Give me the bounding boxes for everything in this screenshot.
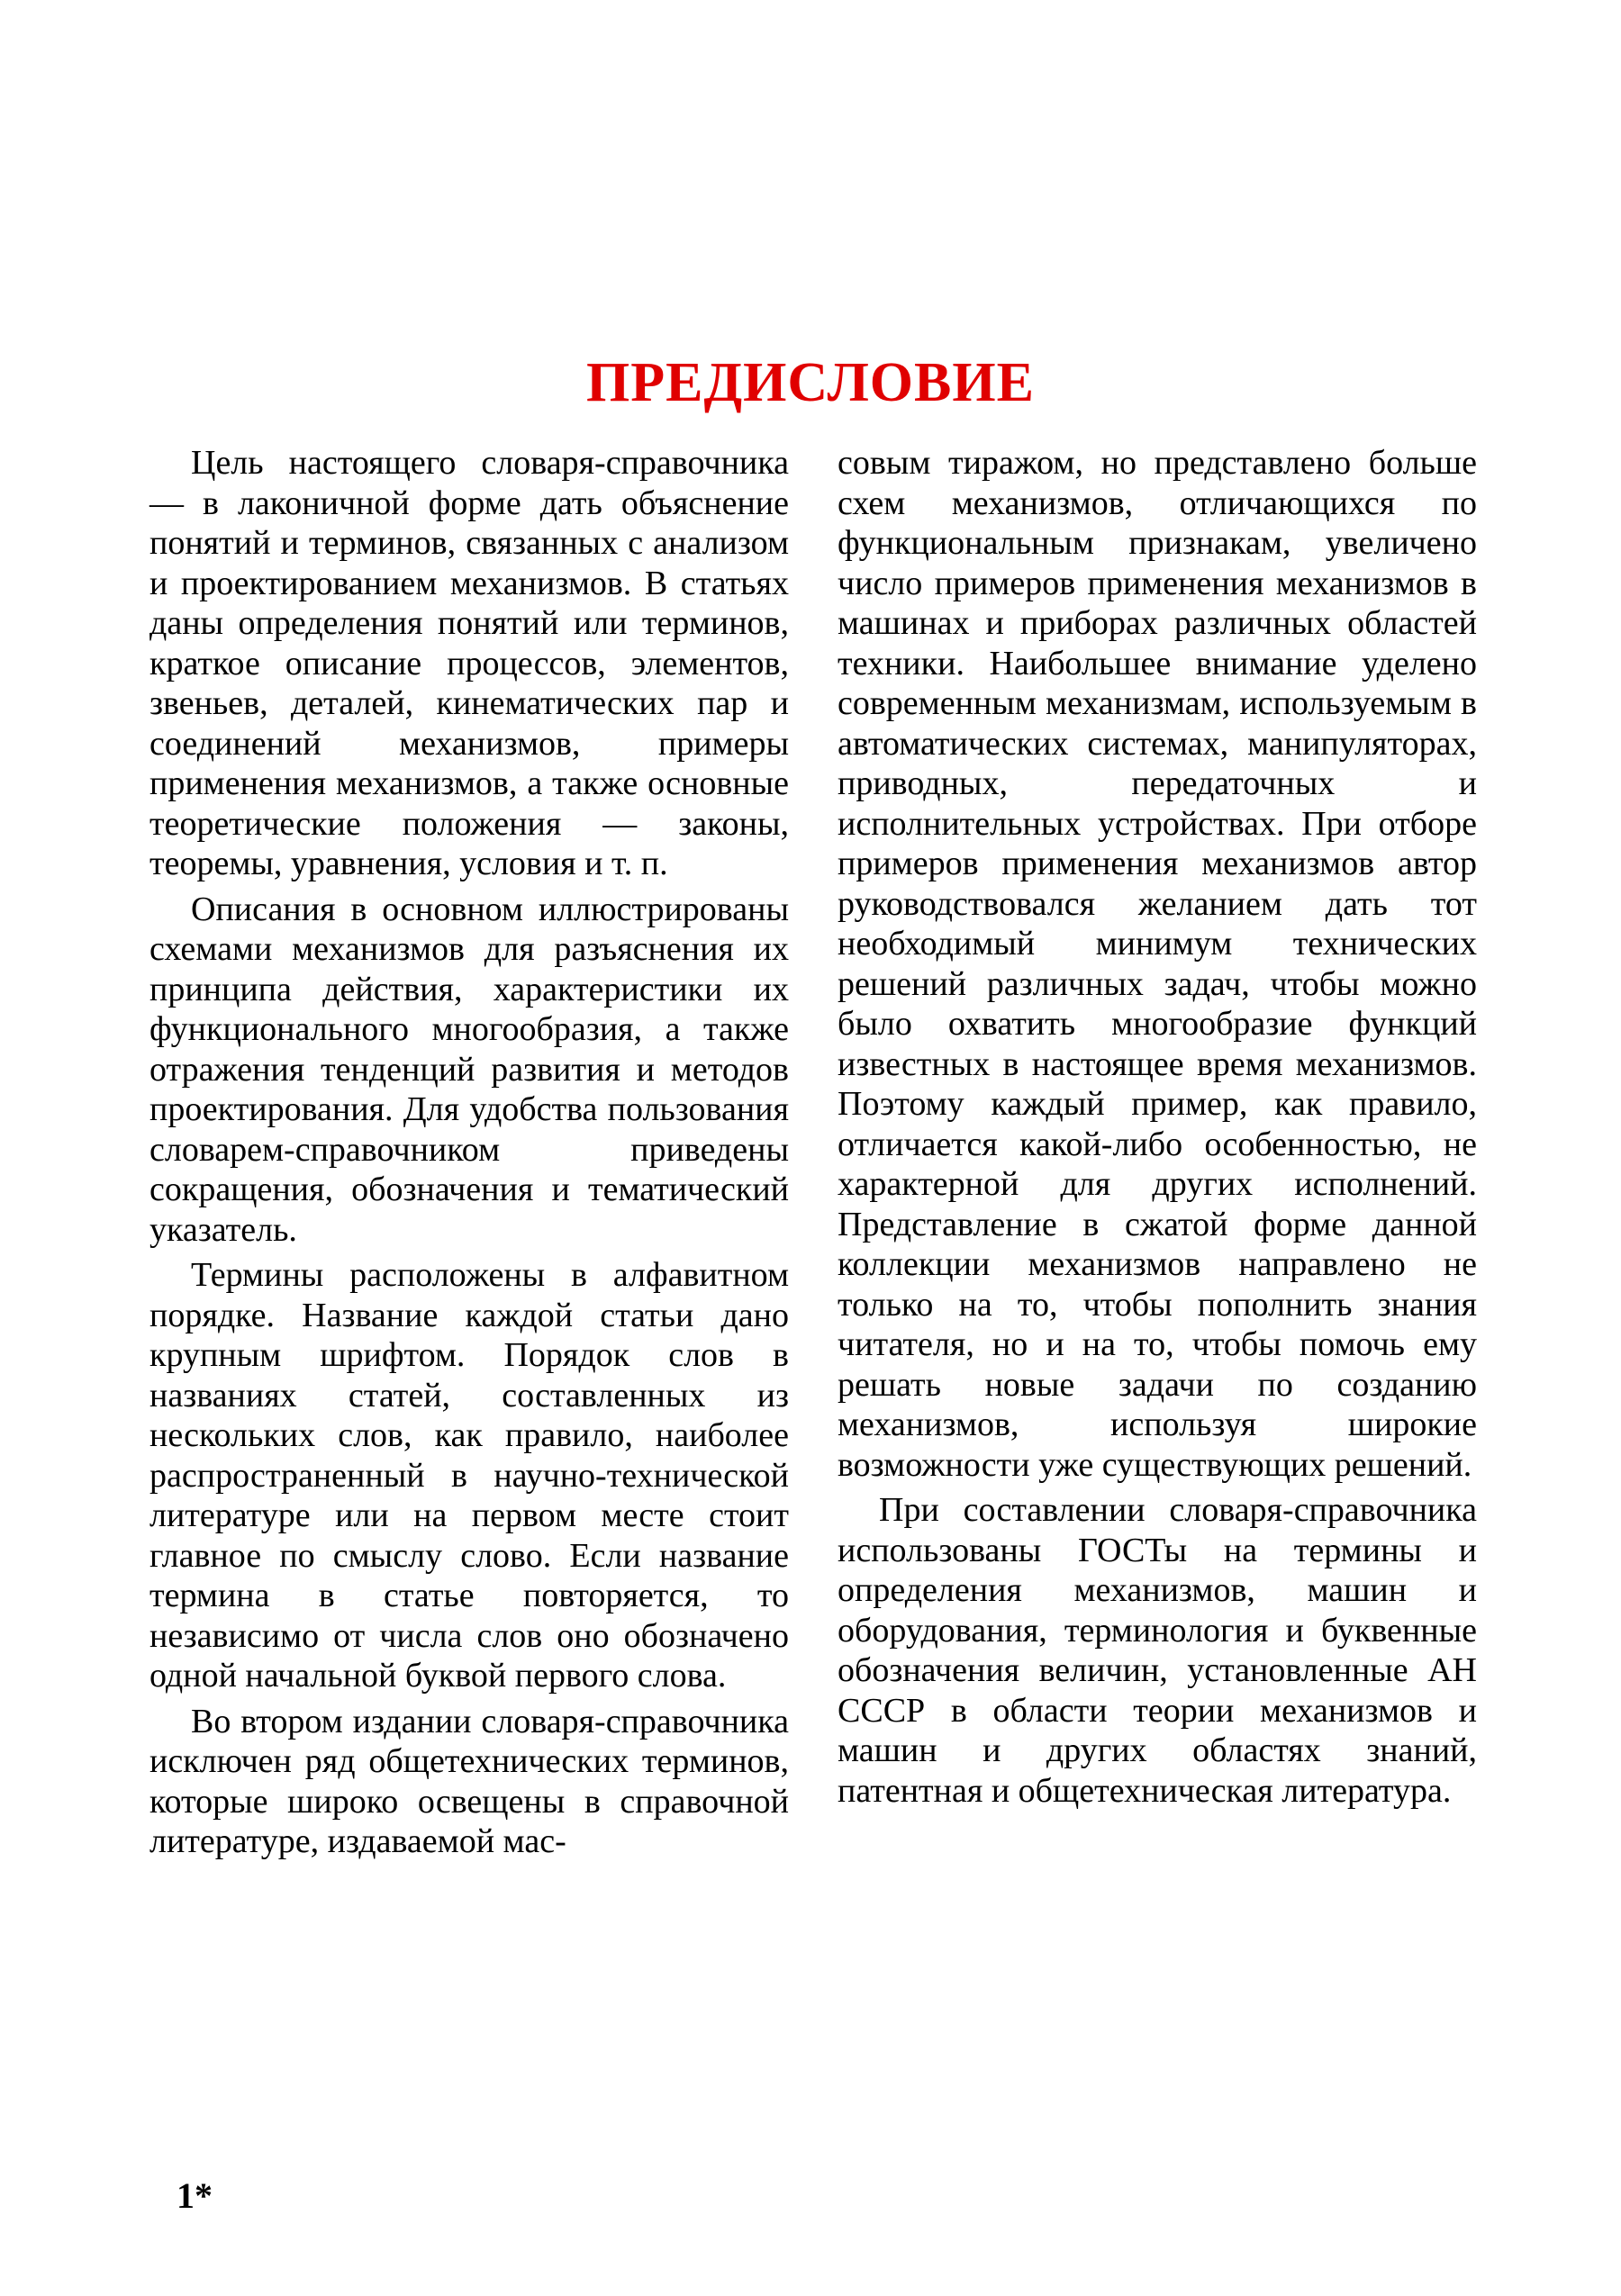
paragraph: Описания в основном иллюстрированы схемами механизмов для разъяснения их принципа действия, характеристики их функционального многообразия, а также отражения тенденций развития и методов проектирования. Для удобства пользования словарем-справочником приведены сокращения, обозначения и тематический указатель. bbox=[149, 890, 789, 1249]
paragraph: Термины расположены в алфавитном порядке. Название каждой статьи дано крупным шрифтом. Порядок слов в названиях статей, составленных из нескольких слов, как правило, наиболее распространенный в научно-технической литературе или на первом месте стоит главное по смыслу слово. Если название термина в статье повторяется, то независимо от числа слов оно обозначено одной начальной буквой первого слова. bbox=[149, 1256, 789, 1695]
right-text-column bbox=[838, 443, 1477, 1816]
paragraph: совым тиражом, но представлено больше схем механизмов, отличающихся по функциональным признакам, увеличено число примеров применения механизмов в машинах и приборах различных областей техники. Наибольшее внимание уделено современным механизмам, используемым в автоматических системах, манипуляторах, приводных, передаточных и исполнительных устройствах. При отборе примеров применения механизмов автор руководствовался желанием дать тот необходимый минимум технических решений различных задач, чтобы можно было охватить многообразие функций известных в настоящее время механизмов. Поэтому каждый пример, как правило, отличается какой-либо особенностью, не характерной для других исполнений. Представление в сжатой форме данной коллекции механизмов направлено не только на то, чтобы пополнить знания читателя, но и на то, чтобы помочь ему решать новые задачи по созданию механизмов, используя широкие возможности уже существующих решений. bbox=[838, 444, 1477, 1484]
page-title: ПРЕДИСЛОВИЕ bbox=[586, 352, 1035, 413]
paragraph: Во втором издании словаря-справочника исключен ряд общетехнических терминов, которые широко освещены в справочной литературе, издаваемой мас- bbox=[149, 1702, 789, 1860]
paragraph: При составлении словаря-справочника использованы ГОСТы на термины и определения механизмов, машин и оборудования, терминология и буквенные обозначения величин, установленные АН СССР в области теории механизмов и машин и других областях знаний, патентная и общетехническая литература. bbox=[838, 1491, 1477, 1810]
paragraph: Цель настоящего словаря-справочника — в лаконичной форме дать объяснение понятий и терминов, связанных с анализом и проектированием механизмов. В статьях даны определения понятий или терминов, краткое описание процессов, элементов, звеньев, деталей, кинематических пар и соединений механизмов, примеры применения механизмов, а также основные теоретические положения — законы, теоремы, уравнения, условия и т. п. bbox=[149, 444, 789, 882]
left-text-column bbox=[149, 443, 789, 1867]
page-number: 1* bbox=[177, 2175, 213, 2216]
